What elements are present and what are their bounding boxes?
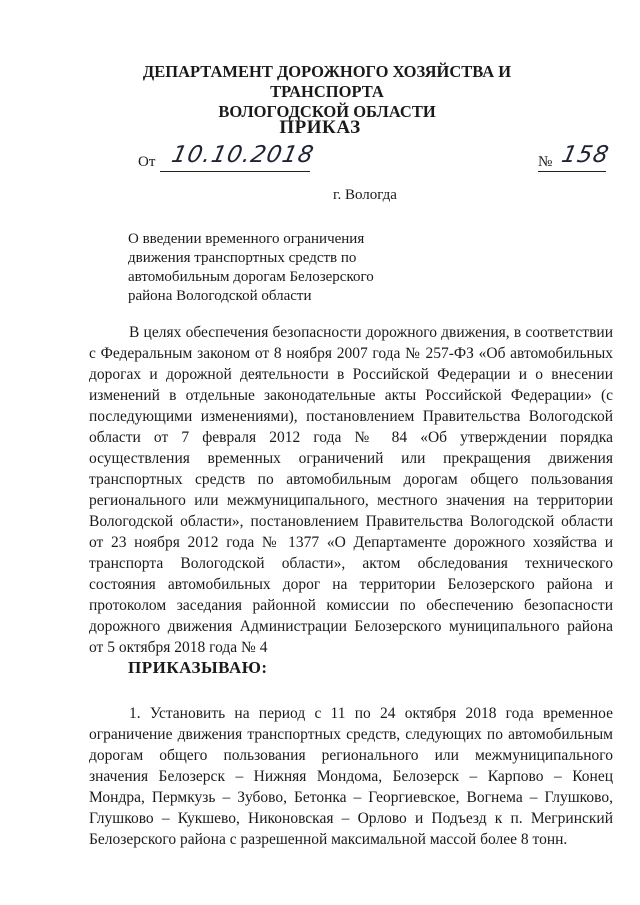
- handwritten-number: 158: [559, 142, 612, 168]
- department-name-line1: ДЕПАРТАМЕНТ ДОРОЖНОГО ХОЗЯЙСТВА И ТРАНСПОРТА: [142, 62, 512, 101]
- decree-heading: ПРИКАЗЫВАЮ:: [128, 658, 268, 677]
- subject-line: движения транспортных средств по: [128, 250, 357, 266]
- handwritten-date: 10.10.2018: [169, 142, 317, 168]
- number-underline: [538, 171, 606, 172]
- preamble-paragraph: В целях обеспечения безопасности дорожного движения, в соответствии с Федеральным законом от 8 ноября 2007 года № 257-ФЗ «Об автомобильных дорогах и дорожной деятельности в Российской Федерации и о внесении изменений в отдельные законодательные акты Российской Федерации» (с последующими изменениями), постановлением Правительства Вологодской области от 7 февраля 2012 года № 84 «Об утверждении порядка осуществления временных ограничений или прекращения движения транспортных средств по автомобильным дорогам общего пользования регионального или межмуниципального, местного значения на территории Вологодской области», постановлением Правительства Вологодской области от 23 ноября 2012 года № 1377 «О Департаменте дорожного хозяйства и транспорта Вологодской области», актом обследования технического состояния автомобильных дорог на территории Белозерского района и протоколом заседания районной комиссии по обеспечению безопасности дорожного движения Администрации Белозерского муниципального района от 5 октября 2018 года № 4: [89, 324, 613, 656]
- department-name-line2: ВОЛОГОДСКОЙ ОБЛАСТИ: [218, 102, 436, 121]
- subject-line: автомобильным дорогам Белозерского: [128, 269, 374, 285]
- date-underline: [160, 171, 310, 172]
- date-label: От: [138, 154, 156, 170]
- order-subject: [128, 230, 408, 306]
- department-header: [92, 62, 562, 122]
- date-number-row: [138, 142, 618, 174]
- order-item-1: 1. Установить на период с 11 по 24 октября 2018 года временное ограничение движения транспортных средств, следующих по автомобильным дорогам общего пользования регионального или межмуниципального значения Белозерск – Нижняя Мондома, Белозерск – Карпово – Конец Мондра, Пермкузь – Зубово, Бетонка – Георгиевское, Вогнема – Глушково, Глушково – Кукшево, Никоновская – Орлово и Подъезд к п. Мегринский Белозерского района с разрешенной максимальной массой более 8 тонн.: [89, 705, 613, 848]
- subject-line: района Вологодской области: [128, 288, 312, 304]
- document-type-title: ПРИКАЗ: [279, 117, 361, 138]
- city-name: г. Вологда: [333, 187, 397, 203]
- number-label: №: [538, 154, 553, 170]
- subject-line: О введении временного ограничения: [128, 231, 365, 247]
